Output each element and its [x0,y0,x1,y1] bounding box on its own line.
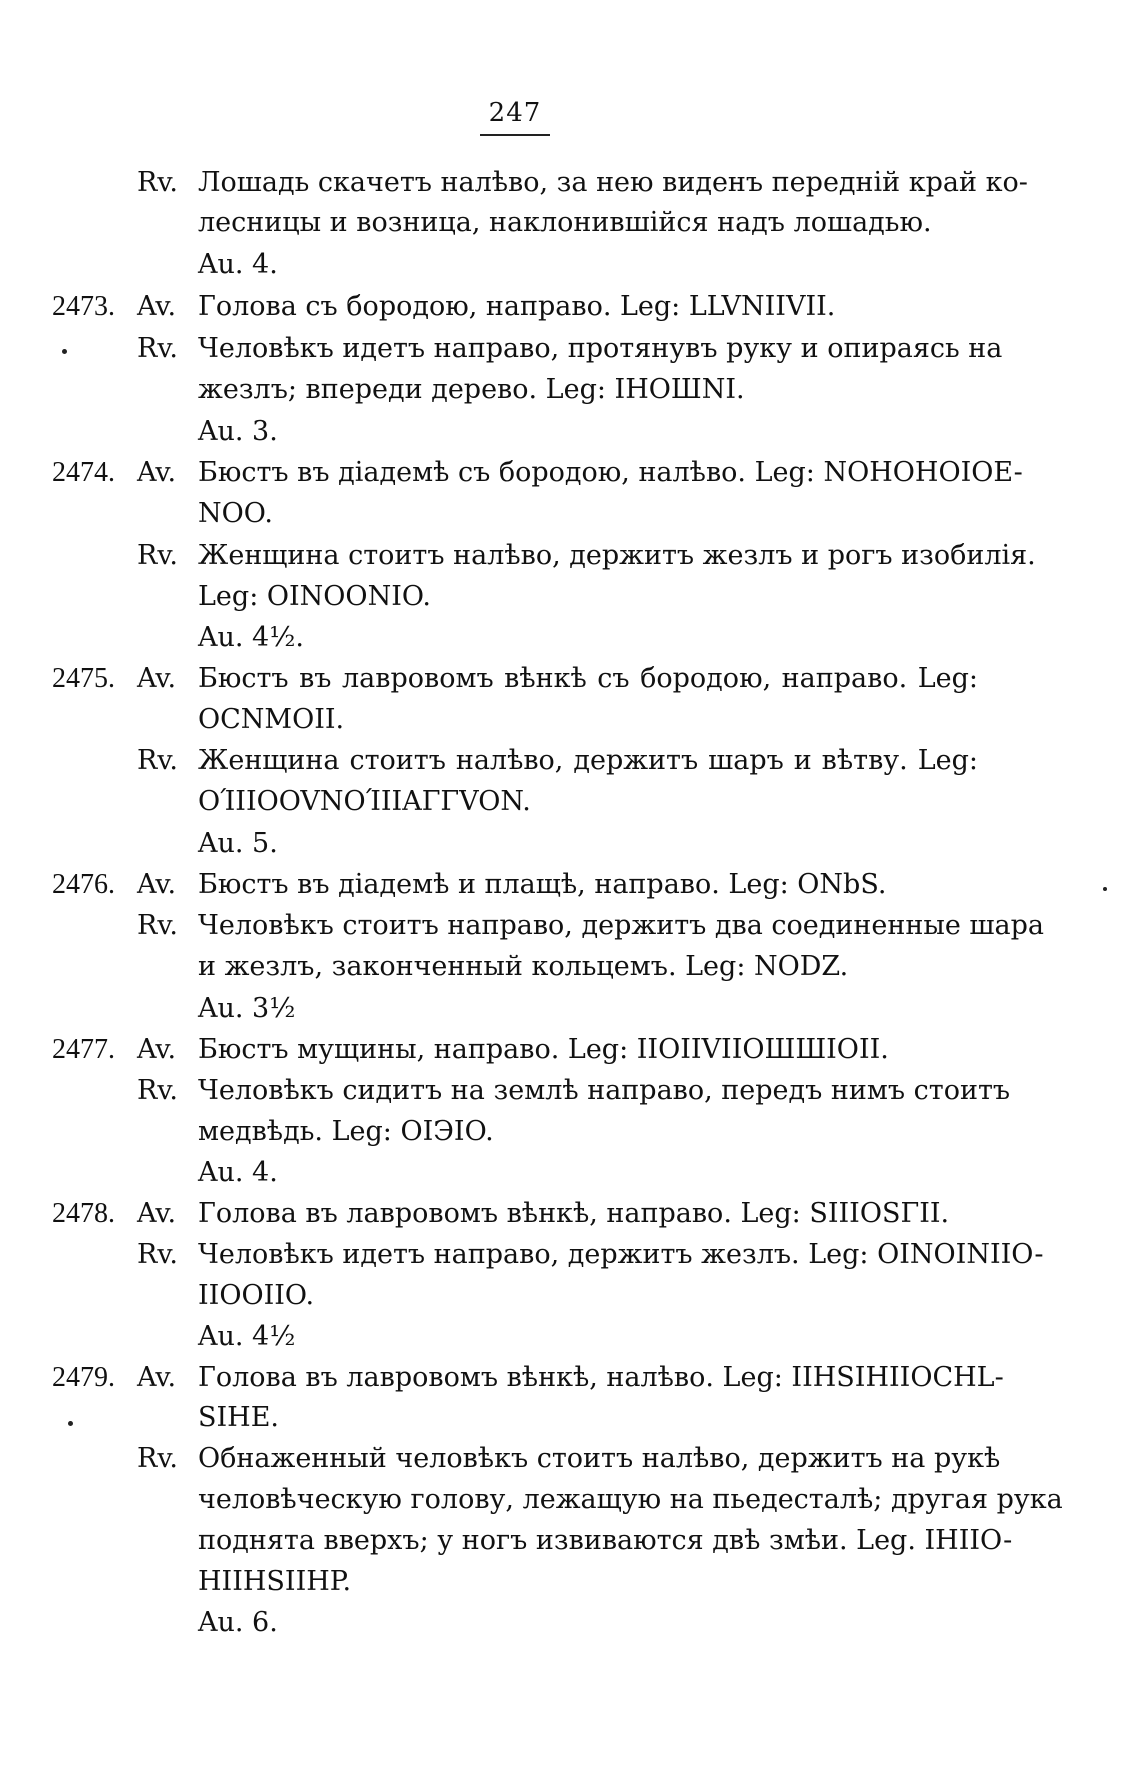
av-line: Голова въ лавровомъ вѣнкѣ, направо. Leg: SIIIOSΓII. [198,1198,950,1229]
av-label: Av. [137,1198,177,1229]
rv-label: Rv. [137,333,178,364]
rv-line: Человѣкъ идетъ направо, протянувъ руку и опираясь на [198,333,1003,364]
rv-line: поднята вверхъ; у ногъ извиваются двѣ змѣи. Leg. IHIIO- [198,1525,1013,1556]
au-weight: Au. 4. [198,1157,278,1188]
av-label: Av. [137,1362,177,1393]
rv-line: Лошадь скачетъ налѣво, за нею виденъ передній край ко- [198,167,1028,198]
entry-number: 2474. [52,457,115,488]
rv-line: Женщина стоитъ налѣво, держитъ шаръ и вѣтву. Leg: [198,745,978,776]
rv-label: Rv. [137,745,178,776]
entry-number: 2479. [52,1362,115,1393]
au-weight: Au. 5. [198,828,278,859]
au-weight: Au. 4½. [198,622,304,653]
rv-label: Rv. [137,540,178,571]
rv-line: лесницы и возница, наклонившійся надъ лошадью. [198,207,932,238]
rv-line: Женщина стоитъ налѣво, держитъ жезлъ и рогъ изобилія. [198,540,1036,571]
av-line: Голова съ бородою, направо. Leg: LLVNIIVII. [198,291,836,322]
entry-number: 2478. [52,1198,115,1229]
rv-line: OΊIIOOVNOΊIIAΓΓVON. [198,786,531,817]
rv-label: Rv. [137,1443,178,1474]
page-number-rule [480,134,550,136]
rv-line: и жезлъ, законченный кольцемъ. Leg: NODZ. [198,951,849,982]
entry-number: 2473. [52,291,115,322]
rv-line: Человѣкъ стоитъ направо, держитъ два соединенные шара [198,910,1044,941]
av-line: OCNMOII. [198,704,345,735]
au-weight: Au. 6. [198,1607,278,1638]
rv-line: медвѣдь. Leg: OIЭIO. [198,1116,494,1147]
entry-number: 2477. [52,1034,115,1065]
page-number: 247 [488,98,542,128]
rv-label: Rv. [137,167,178,198]
av-label: Av. [137,457,177,488]
rv-line: человѣческую голову, лежащую на пьедесталѣ; другая рука [198,1484,1063,1515]
rv-line: Leg: OINOONIO. [198,581,431,612]
av-line: Голова въ лавровомъ вѣнкѣ, налѣво. Leg: IIHSIHIIOCHL- [198,1362,1004,1393]
av-line: Бюстъ мущины, направо. Leg: IIOIIVIIOШШIOII. [198,1034,889,1065]
av-label: Av. [137,869,177,900]
av-label: Av. [137,291,177,322]
av-line: Бюстъ въ діадемѣ и плащѣ, направо. Leg: ONbS. [198,869,887,900]
av-label: Av. [137,663,177,694]
print-speck [1103,887,1107,891]
rv-label: Rv. [137,1075,178,1106]
av-line: Бюстъ въ діадемѣ съ бородою, налѣво. Leg: NOHOHOIOE- [198,457,1023,488]
entry-number: 2475. [52,663,115,694]
print-speck [68,1421,73,1426]
av-line: NOO. [198,498,273,529]
rv-line: Обнаженный человѣкъ стоитъ налѣво, держитъ на рукѣ [198,1443,1001,1474]
rv-line: Человѣкъ идетъ направо, держитъ жезлъ. Leg: OINOINIIO- [198,1239,1044,1270]
av-line: SIHE. [198,1402,279,1433]
entry-number: 2476. [52,869,115,900]
rv-line: HIIHSIIHP. [198,1566,352,1597]
au-weight: Au. 3½ [198,993,296,1024]
av-label: Av. [137,1034,177,1065]
rv-line: Человѣкъ сидитъ на землѣ направо, передъ нимъ стоитъ [198,1075,1011,1106]
av-line: Бюстъ въ лавровомъ вѣнкѣ съ бородою, направо. Leg: [198,663,978,694]
au-weight: Au. 4. [198,249,278,280]
print-speck [62,349,67,354]
rv-line: IIOOIIO. [198,1280,315,1311]
rv-line: жезлъ; впереди дерево. Leg: IHOШNI. [198,374,745,405]
rv-label: Rv. [137,910,178,941]
rv-label: Rv. [137,1239,178,1270]
au-weight: Au. 4½ [198,1321,296,1352]
au-weight: Au. 3. [198,416,278,447]
